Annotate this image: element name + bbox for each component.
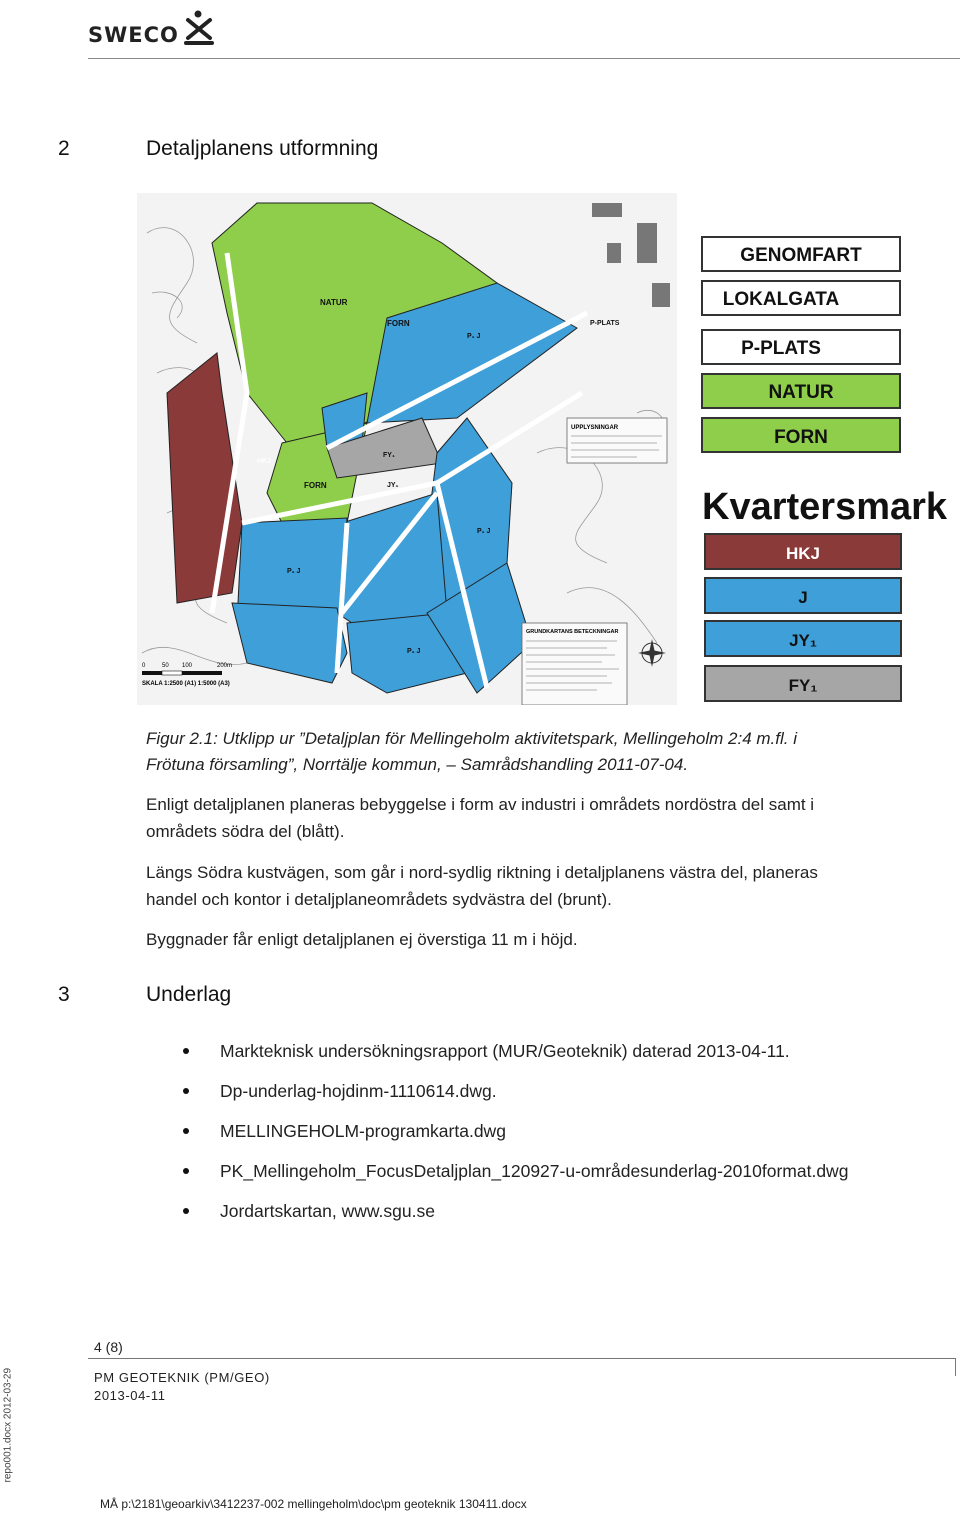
bullet-icon (183, 1048, 189, 1054)
list-item: Jordartskartan, www.sgu.se (180, 1197, 960, 1237)
grundkartans-title: GRUNDKARTANS BETECKNINGAR (526, 629, 619, 635)
list-item: Dp-underlag-hojdinm-1110614.dwg. (180, 1077, 960, 1117)
map-legend (702, 237, 948, 701)
legend-item-p-plats (702, 330, 900, 364)
legend-item-hkj (705, 534, 901, 569)
caption-line-1: Figur 2.1: Utklipp ur ”Detaljplan för Mellingeholm aktivitetspark, Mellingeholm 2:4 m.fl. i (146, 729, 797, 748)
section-2-number: 2 (58, 137, 70, 160)
logo-text: SWECO (88, 23, 179, 47)
legend-item-genomfart (702, 237, 900, 271)
map-label-natur: NATUR (320, 298, 348, 307)
legend-item-jy1 (705, 621, 901, 656)
svg-text:LOKALGATA: LOKALGATA (722, 289, 840, 310)
legend-item-fy1 (705, 666, 901, 701)
paragraph-1-line-2: områdets södra del (blått). (146, 822, 345, 841)
svg-text:FORN: FORN (774, 427, 828, 448)
footer-document-type: PM GEOTEKNIK (PM/GEO) (94, 1370, 270, 1385)
paragraph-1 (146, 791, 958, 845)
svg-text:JY₁: JY₁ (789, 631, 817, 650)
footer-rule (88, 1358, 956, 1359)
bullet-icon (183, 1088, 189, 1094)
paragraph-3: Byggnader får enligt detaljplanen ej överstiga 11 m i höjd. (146, 930, 578, 949)
paragraph-1-line-1: Enligt detaljplanen planeras bebyggelse i form av industri i områdets nordöstra del samt i (146, 795, 815, 814)
bullet-icon (183, 1128, 189, 1134)
list-item: Markteknisk undersökningsrapport (MUR/Geoteknik) daterad 2013-04-11. (180, 1037, 960, 1077)
list-item: PK_Mellingeholm_FocusDetaljplan_120927-u-områdesunderlag-2010format.dwg (180, 1157, 960, 1197)
upplysningar-title: UPPLYSNINGAR (571, 425, 619, 431)
bullet-icon (183, 1208, 189, 1214)
map-label-p-plats: P-PLATS (590, 320, 620, 327)
legend-item-forn (702, 418, 900, 452)
map-label-pj-4: P₁ J (467, 333, 481, 340)
footer-file-path: MÅ p:\2181\geoarkiv\3412237-002 mellingeholm\doc\pm geoteknik 130411.docx (100, 1497, 527, 1511)
footer-date: 2013-04-11 (94, 1388, 166, 1403)
legend-item-j (705, 578, 901, 613)
map-label-forn-1: FORN (387, 319, 410, 328)
svg-text:P-PLATS: P-PLATS (741, 338, 821, 359)
bullet-icon (183, 1168, 189, 1174)
legend-item-natur (702, 374, 900, 408)
page-number: 4 (8) (94, 1339, 123, 1355)
list-item: MELLINGEHOLM-programkarta.dwg (180, 1117, 960, 1157)
scale-text: SKALA 1:2500 (A1) 1:5000 (A3) (142, 681, 230, 687)
map-label-fy: FY₁ (383, 452, 395, 459)
svg-text:GENOMFART: GENOMFART (740, 245, 862, 266)
scale-tick-1: 50 (162, 663, 169, 669)
svg-text:J: J (798, 588, 808, 607)
caption-line-2: Frötuna församling”, Norrtälje kommun, – Samrådshandling 2011-07-04. (146, 755, 689, 774)
scale-tick-2: 100 (182, 663, 193, 669)
figure-caption (146, 726, 956, 778)
map-label-jy: JY₁ (387, 482, 399, 489)
paragraph-2-line-1: Längs Södra kustvägen, som går i nord-sydlig riktning i detaljplanens västra del, planeras (146, 863, 818, 882)
map-label-pj-3: P₁ J (407, 648, 421, 655)
section-2-title: Detaljplanens utformning (146, 137, 379, 160)
map-label-pj-2: P₁ J (477, 528, 491, 535)
map-label-forn-2: FORN (304, 481, 327, 490)
legend-item-lokalgata (702, 281, 900, 315)
section-3-title: Underlag (146, 983, 232, 1006)
grundkartans-box (522, 623, 627, 705)
map-label-pj-1: P₁ J (287, 568, 301, 575)
sweco-figure-icon (182, 8, 216, 46)
detaljplan-map-figure (137, 193, 960, 705)
map-label-hkj: HKJ (257, 458, 272, 465)
section-3-number: 3 (58, 983, 70, 1006)
legend-heading: Kvartersmark (702, 486, 948, 528)
svg-text:NATUR: NATUR (768, 382, 834, 403)
svg-text:FY₁: FY₁ (788, 676, 818, 695)
paragraph-2 (146, 859, 958, 913)
paragraph-2-line-2: handel och kontor i detaljplaneområdets sydvästra del (brunt). (146, 890, 612, 909)
scale-tick-3: 200m (217, 663, 233, 669)
footer-rule-corner (955, 1358, 956, 1376)
sweco-logo (88, 6, 216, 46)
detaljplan-map (137, 193, 960, 705)
underlag-list (180, 1037, 960, 1237)
scale-tick-0: 0 (142, 663, 146, 669)
header-rule (88, 58, 960, 59)
template-version: repo001.docx 2012-03-29 (2, 1367, 14, 1483)
svg-text:HKJ: HKJ (785, 544, 821, 563)
